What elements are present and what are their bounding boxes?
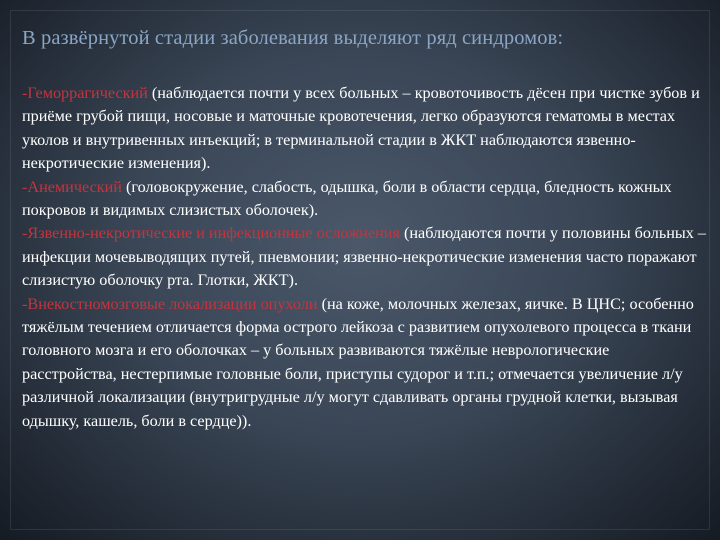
syndrome-term: -Геморрагический (22, 84, 148, 102)
syndrome-description: (головокружение, слабость, одышка, боли в области сердца, бледность кожных покровов и видимых слизистых оболочек). (22, 177, 672, 220)
slide-title: В развёрнутой стадии заболевания выделяют ряд синдромов: (22, 27, 564, 49)
syndrome-hemorrhagic (22, 82, 706, 176)
syndrome-term: -Внекостномозговые локализации опухоли (22, 294, 318, 313)
syndrome-description: (наблюдается почти у всех больных – кровоточивость дёсен при чистке зубов и приёме грубой пищи, носовые и маточные кровотечения, легко образуются гематомы в местах уколов и внутривенных инъекций; в терминальной стадии в ЖКТ наблюдаются язвенно-некротические изменения). (22, 84, 700, 173)
syndrome-ulcerative-infectious (22, 222, 706, 292)
syndrome-term: -Анемический (22, 177, 122, 196)
syndrome-term: -Язвенно-некротические и инфекционные осложнения (22, 224, 400, 243)
syndrome-description: (наблюдаются почти у половины больных – инфекции мочевыводящих путей, пневмонии; язвенно-некротические изменения часто поражают слизистую оболочку рта. Глотки, ЖКТ). (22, 224, 706, 290)
slide-body (22, 82, 706, 433)
syndrome-description: (на коже, молочных железах, яичке. В ЦНС; особенно тяжёлым течением отличается форма острого лейкоза с развитием опухолевого процесса в ткани головного мозга и его оболочках – у больных развиваются тяжёлые неврологические расстройства, нестерпимые головные боли, приступы судорог и т.п.; отмечается увеличение л/у различной локализации (внутригрудные л/у могут сдавливать органы грудной клетки, вызывая одышку, кашель, боли в сердце)). (22, 294, 694, 430)
syndrome-extramedullary (22, 293, 706, 433)
syndrome-anemic (22, 176, 706, 223)
